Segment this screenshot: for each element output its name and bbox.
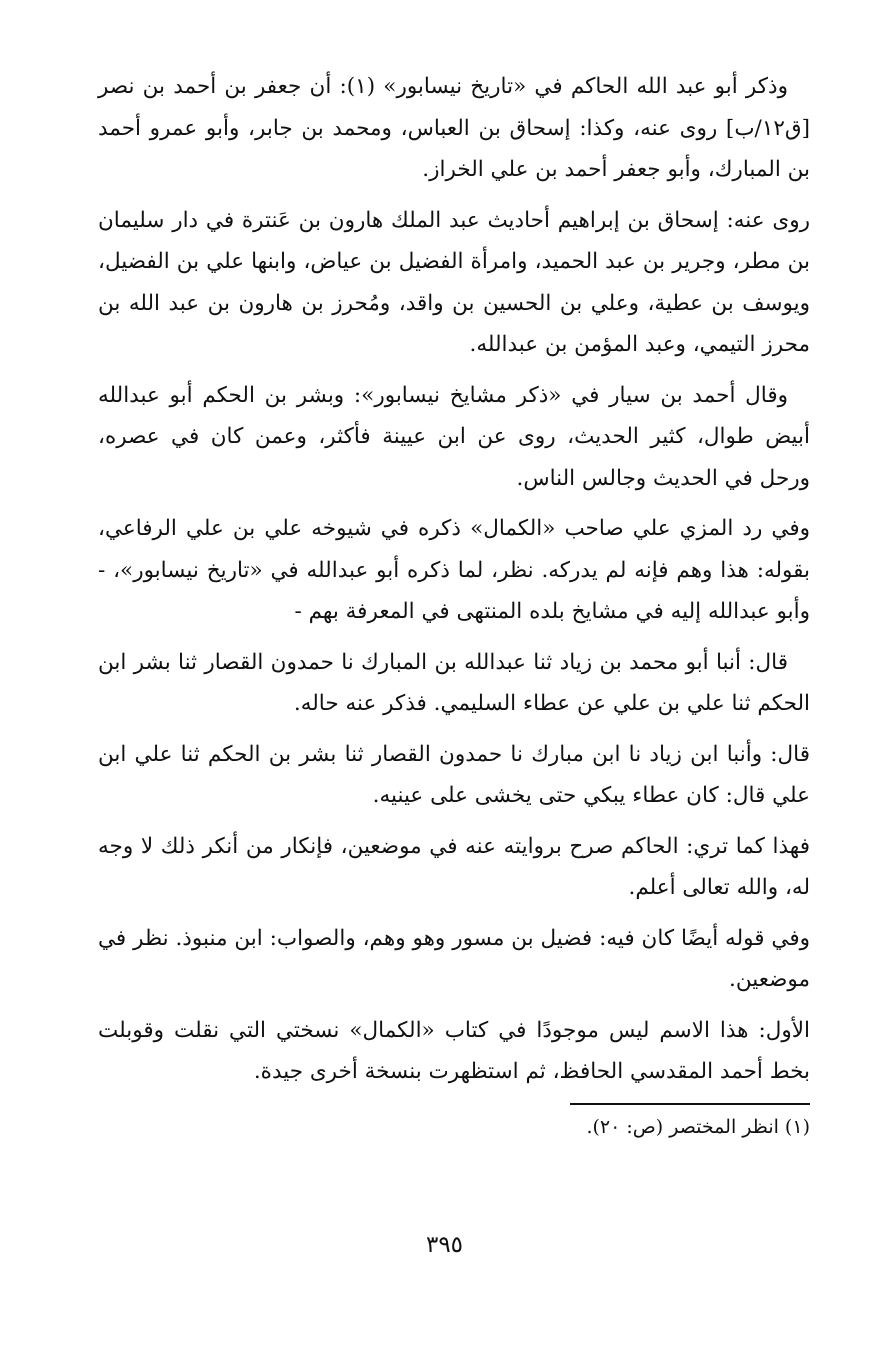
paragraph-6: قال: وأنبا ابن زياد نا ابن مبارك نا حمدون القصار ثنا بشر بن الحكم ثنا علي ابن علي قال: كان عطاء يبكي حتى يخشى على عينيه.: [98, 741, 810, 808]
paragraph-4: وفي رد المزي علي صاحب «الكمال» ذكره في شيوخه علي بن علي الرفاعي، بقوله: هذا وهم فإنه لم يدركه. نظر، لما ذكره أبو عبدالله في «تاريخ نيسابور»، - وأبو عبدالله إليه في مشايخ بلده المنتهى في المعرفة بهم -: [98, 516, 810, 624]
paragraph-7: فهذا كما تري: الحاكم صرح بروايته عنه في موضعين، فإنكار من أنكر ذلك لا وجه له، والله تعالى أعلم.: [98, 833, 810, 900]
paragraph-2: روى عنه: إسحاق بن إبراهيم أحاديث عبد الملك هارون بن عَنترة في دار سليمان بن مطر، وجرير بن عبد الحميد، وامرأة الفضيل بن عياض، وابنها علي بن الفضيل، ويوسف بن عطية، وعلي بن الحسين بن واقد، ومُحرز بن هارون بن عبد الله بن محرز التيمي، وعبد المؤمن بن عبدالله.: [98, 207, 810, 357]
paragraph-5: قال: أنبا أبو محمد بن زياد ثنا عبدالله بن المبارك نا حمدون القصار ثنا بشر ابن الحكم ثنا علي بن علي عن عطاء السليمي. فذكر عنه حاله.: [98, 649, 810, 716]
paragraph-3: وقال أحمد بن سيار في «ذكر مشايخ نيسابور»: وبشر بن الحكم أبو عبدالله أبيض طوال، كثير الحديث، روى عن ابن عيينة فأكثر، وعمن كان في عصره، ورحل في الحديث وجالس الناس.: [98, 382, 810, 491]
paragraph-8: وفي قوله أيضًا كان فيه: فضيل بن مسور وهو وهم، والصواب: ابن منبوذ. نظر في موضعين.: [98, 925, 810, 992]
footnote: (١) انظر المختصر (ص: ٢٠).: [586, 1116, 810, 1138]
paragraph-9: الأول: هذا الاسم ليس موجودًا في كتاب «الكمال» نسختي التي نقلت وقوبلت بخط أحمد المقدسي الحافظ، ثم استظهرت بنسخة أخرى جيدة.: [98, 1017, 810, 1084]
page-number: ٣٩٥: [425, 1232, 464, 1258]
footnote-divider: [570, 1103, 810, 1105]
main-text: [98, 66, 810, 1102]
paragraph-1: وذكر أبو عبد الله الحاكم في «تاريخ نيسابور» (١): أن جعفر بن أحمد بن نصر [ق١٢/ب] روى عنه، وكذا: إسحاق بن العباس، ومحمد بن جابر، وأبو عمرو أحمد بن المبارك، وأبو جعفر أحمد بن علي الخراز.: [98, 74, 810, 182]
